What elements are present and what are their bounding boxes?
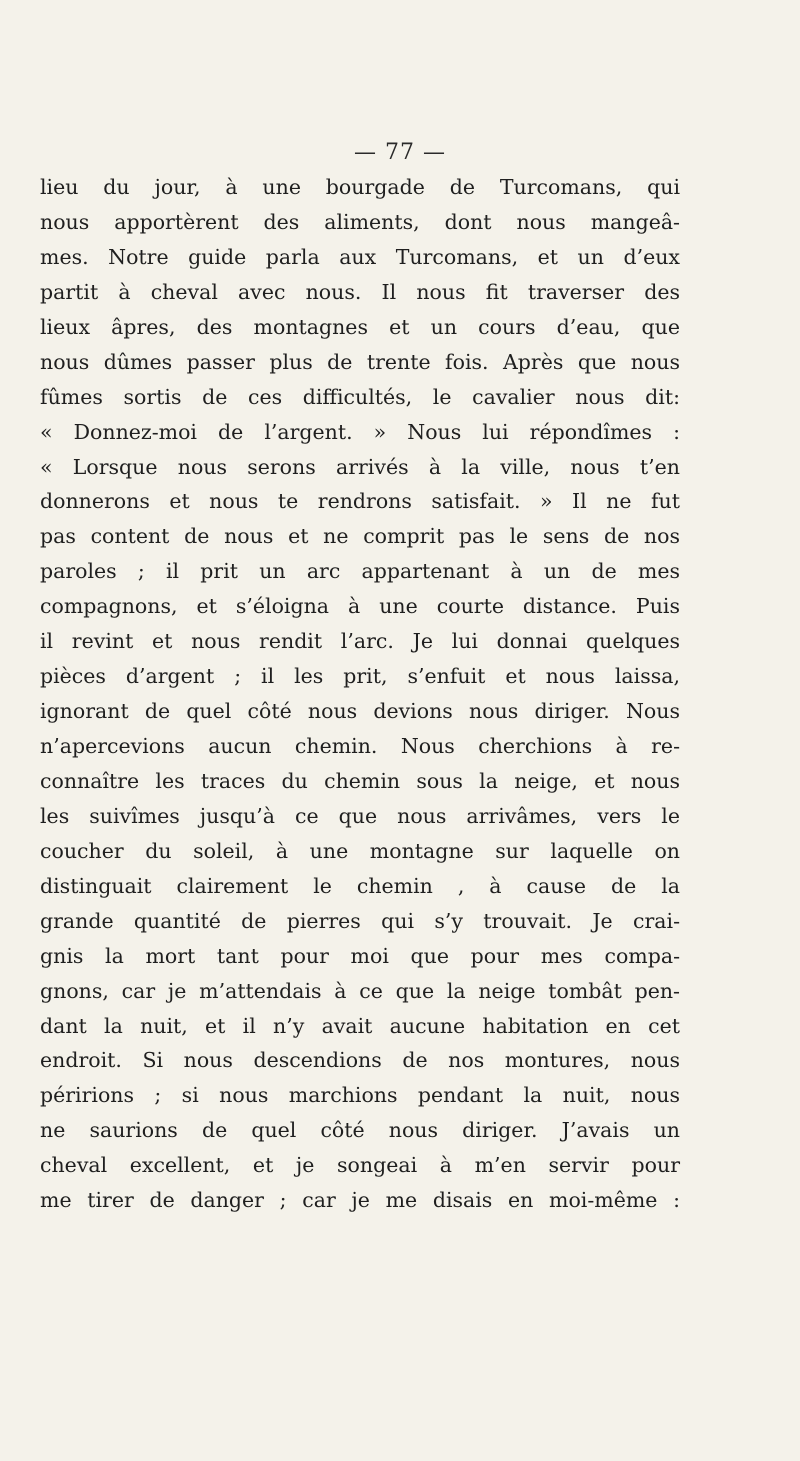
text-line: gnons, car je m’attendais à ce que la neige tombât pen-	[40, 978, 680, 1003]
text-line: pièces d’argent ; il les prit, s’enfuit et nous laissa,	[40, 664, 680, 689]
text-line: péririons ; si nous marchions pendant la nuit, nous	[40, 1083, 680, 1108]
text-line: les suivîmes jusqu’à ce que nous arrivâmes, vers le	[40, 803, 680, 828]
text-line: pas content de nous et ne comprit pas le sens de nos	[40, 524, 680, 549]
text-line: n’apercevions aucun chemin. Nous cherchions à re-	[40, 734, 680, 758]
text-line: coucher du soleil, à une montagne sur laquelle on	[40, 838, 680, 863]
text-line: donnerons et nous te rendrons satisfait. » Il ne fut	[40, 489, 680, 514]
text-line: cheval excellent, et je songeai à m’en servir pour	[40, 1153, 680, 1178]
text-line: « Donnez-moi de l’argent. » Nous lui répondîmes :	[40, 419, 680, 444]
text-line: paroles ; il prit un arc appartenant à un de mes	[40, 559, 680, 584]
text-line: « Lorsque nous serons arrivés à la ville, nous t’en	[40, 454, 680, 479]
text-line: connaître les traces du chemin sous la neige, et nous	[40, 768, 680, 793]
page-number: — 77 —	[354, 140, 446, 165]
text-line: grande quantité de pierres qui s’y trouvait. Je crai-	[40, 908, 680, 933]
text-line: endroit. Si nous descendions de nos montures, nous	[40, 1048, 680, 1073]
body-text	[40, 170, 680, 1218]
text-line: nous apportèrent des aliments, dont nous mangeâ-	[40, 209, 680, 234]
text-line: il revint et nous rendit l’arc. Je lui donnai quelques	[40, 629, 680, 654]
text-line: nous dûmes passer plus de trente fois. Après que nous	[40, 349, 680, 374]
text-line: fûmes sortis de ces difficultés, le cavalier nous dit:	[40, 384, 680, 409]
text-line: lieux âpres, des montagnes et un cours d’eau, que	[40, 314, 680, 339]
text-line: compagnons, et s’éloigna à une courte distance. Puis	[40, 594, 680, 619]
text-line: distinguait clairement le chemin , à cause de la	[40, 873, 680, 898]
text-line: gnis la mort tant pour moi que pour mes compa-	[40, 943, 680, 968]
text-line: mes. Notre guide parla aux Turcomans, et un d’eux	[40, 244, 680, 269]
text-line: lieu du jour, à une bourgade de Turcomans, qui	[40, 175, 680, 199]
text-line: ne saurions de quel côté nous diriger. J’avais un	[40, 1118, 680, 1143]
text-line: me tirer de danger ; car je me disais en moi-même :	[40, 1188, 680, 1213]
text-line: dant la nuit, et il n’y avait aucune habitation en cet	[40, 1013, 680, 1038]
text-line: ignorant de quel côté nous devions nous diriger. Nous	[40, 699, 680, 724]
text-line: partit à cheval avec nous. Il nous fit traverser des	[40, 279, 680, 304]
